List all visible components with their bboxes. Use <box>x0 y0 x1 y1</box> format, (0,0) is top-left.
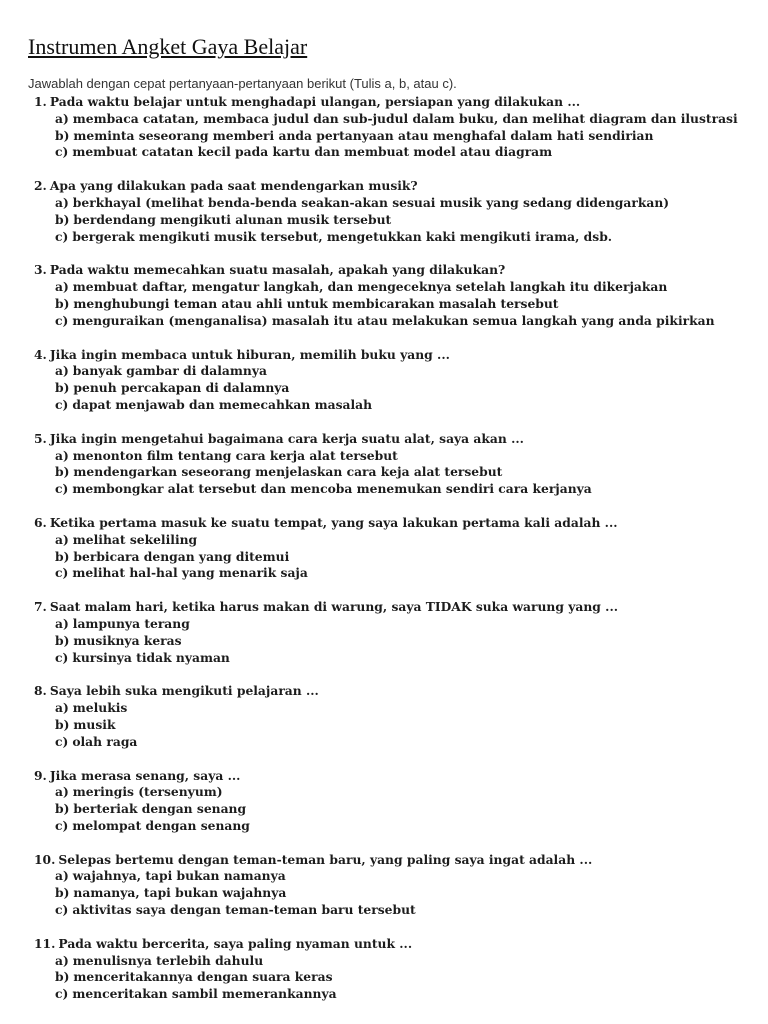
option-list <box>28 616 748 666</box>
answer-option <box>55 784 748 801</box>
option-letter: b) <box>55 548 70 564</box>
question-text: Pada waktu bercerita, saya paling nyaman untuk ... <box>58 935 413 951</box>
page-title: Instrumen Angket Gaya Belajar <box>28 34 308 59</box>
option-letter: c) <box>55 396 69 412</box>
option-text: melukis <box>72 700 128 716</box>
question-item <box>28 852 748 919</box>
option-letter: b) <box>55 716 70 732</box>
option-text: melompat dengan senang <box>72 817 250 833</box>
question-item <box>28 431 748 498</box>
answer-option <box>55 380 748 397</box>
question-stem <box>34 768 748 785</box>
option-text: kursinya tidak nyaman <box>72 649 230 665</box>
option-text: aktivitas saya dengan teman-teman baru tersebut <box>72 902 416 918</box>
question-list <box>28 94 748 1003</box>
question-stem <box>34 178 748 195</box>
option-letter: b) <box>55 211 70 227</box>
option-list <box>28 111 748 161</box>
option-letter: c) <box>55 481 69 497</box>
option-list <box>28 953 748 1003</box>
option-letter: a) <box>55 279 69 295</box>
answer-option <box>55 565 748 582</box>
answer-option <box>55 296 748 313</box>
option-letter: a) <box>55 700 69 716</box>
option-letter: c) <box>55 312 69 328</box>
question-stem <box>34 599 748 616</box>
option-letter: b) <box>55 295 70 311</box>
answer-option <box>55 212 748 229</box>
question-number: 8. <box>34 683 47 699</box>
instructions: Jawablah dengan cepat pertanyaan-pertanyaan berikut (Tulis a, b, atau c). <box>28 76 457 91</box>
question-number: 4. <box>34 346 47 362</box>
question-number: 9. <box>34 767 47 783</box>
answer-option <box>55 549 748 566</box>
answer-option <box>55 144 748 161</box>
answer-option <box>55 885 748 902</box>
option-text: membaca catatan, membaca judul dan sub-judul dalam buku, dan melihat diagram dan ilustrasi <box>72 110 738 126</box>
question-text: Pada waktu belajar untuk menghadapi ulangan, persiapan yang dilakukan ... <box>49 94 581 109</box>
question-stem <box>34 431 748 448</box>
question-item <box>28 768 748 835</box>
option-text: membuat daftar, mengatur langkah, dan mengeceknya setelah langkah itu dikerjakan <box>72 279 668 295</box>
question-text: Apa yang dilakukan pada saat mendengarkan musik? <box>49 178 418 194</box>
question-stem <box>34 852 748 869</box>
question-stem <box>34 936 748 953</box>
option-letter: a) <box>55 784 69 800</box>
question-stem <box>34 515 748 532</box>
answer-option <box>55 279 748 296</box>
option-letter: a) <box>55 110 69 126</box>
option-letter: b) <box>55 969 70 985</box>
option-text: bergerak mengikuti musik tersebut, mengetukkan kaki mengikuti irama, dsb. <box>72 228 613 244</box>
option-list <box>28 448 748 498</box>
question-number: 11. <box>34 935 56 951</box>
option-text: menceritakannya dengan suara keras <box>73 969 333 985</box>
question-number: 10. <box>34 851 56 867</box>
option-letter: c) <box>55 228 69 244</box>
option-list <box>28 700 748 750</box>
option-list <box>28 195 748 245</box>
option-letter: a) <box>55 194 69 210</box>
answer-option <box>55 818 748 835</box>
answer-option <box>55 953 748 970</box>
question-text: Jika ingin mengetahui bagaimana cara kerja suatu alat, saya akan ... <box>49 430 524 446</box>
option-letter: c) <box>55 649 69 665</box>
option-text: musiknya keras <box>73 632 182 648</box>
option-text: menguraikan (menganalisa) masalah itu atau melakukan semua langkah yang anda pikirkan <box>72 312 715 328</box>
question-number: 1. <box>34 94 47 109</box>
option-letter: a) <box>55 615 69 631</box>
answer-option <box>55 481 748 498</box>
question-item <box>28 599 748 666</box>
option-letter: c) <box>55 817 69 833</box>
question-stem <box>34 262 748 279</box>
option-letter: b) <box>55 380 70 396</box>
option-letter: c) <box>55 144 69 160</box>
option-list <box>28 784 748 834</box>
question-text: Jika ingin membaca untuk hiburan, memilih buku yang ... <box>49 346 450 362</box>
question-number: 7. <box>34 599 47 615</box>
answer-option <box>55 128 748 145</box>
answer-option <box>55 868 748 885</box>
option-text: melihat sekeliling <box>72 531 198 547</box>
answer-option <box>55 532 748 549</box>
option-letter: a) <box>55 952 69 968</box>
option-text: berkhayal (melihat benda-benda seakan-akan sesuai musik yang sedang didengarkan) <box>72 194 670 210</box>
option-letter: c) <box>55 902 69 918</box>
option-letter: b) <box>55 127 70 143</box>
option-text: banyak gambar di dalamnya <box>72 363 267 379</box>
option-text: membuat catatan kecil pada kartu dan membuat model atau diagram <box>72 144 553 160</box>
question-text: Pada waktu memecahkan suatu masalah, apakah yang dilakukan? <box>49 262 506 278</box>
option-text: membongkar alat tersebut dan mencoba menemukan sendiri cara kerjanya <box>72 481 592 497</box>
option-letter: a) <box>55 363 69 379</box>
option-letter: b) <box>55 801 70 817</box>
option-letter: c) <box>55 986 69 1002</box>
option-list <box>28 279 748 329</box>
answer-option <box>55 229 748 246</box>
question-text: Saya lebih suka mengikuti pelajaran ... <box>49 683 319 699</box>
answer-option <box>55 616 748 633</box>
option-text: menulisnya terlebih dahulu <box>72 952 264 968</box>
option-text: menceritakan sambil memerankannya <box>72 986 337 1002</box>
question-stem <box>34 683 748 700</box>
option-text: dapat menjawab dan memecahkan masalah <box>72 396 373 412</box>
answer-option <box>55 313 748 330</box>
answer-option <box>55 902 748 919</box>
option-letter: c) <box>55 733 69 749</box>
answer-option <box>55 363 748 380</box>
option-text: berteriak dengan senang <box>73 801 247 817</box>
answer-option <box>55 986 748 1003</box>
option-letter: a) <box>55 447 69 463</box>
answer-option <box>55 700 748 717</box>
question-item <box>28 347 748 414</box>
option-text: berdendang mengikuti alunan musik tersebut <box>73 211 392 227</box>
option-letter: a) <box>55 531 69 547</box>
option-text: menghubungi teman atau ahli untuk membicarakan masalah tersebut <box>73 295 559 311</box>
question-text: Jika merasa senang, saya ... <box>49 767 241 783</box>
question-stem <box>34 347 748 364</box>
option-letter: a) <box>55 868 69 884</box>
option-text: melihat hal-hal yang menarik saja <box>72 565 308 581</box>
question-item <box>28 94 748 161</box>
option-letter: b) <box>55 464 70 480</box>
answer-option <box>55 717 748 734</box>
answer-option <box>55 195 748 212</box>
answer-option <box>55 801 748 818</box>
option-list <box>28 363 748 413</box>
question-item <box>28 178 748 245</box>
option-list <box>28 868 748 918</box>
answer-option <box>55 734 748 751</box>
answer-option <box>55 633 748 650</box>
question-item <box>28 936 748 1003</box>
answer-option <box>55 969 748 986</box>
question-item <box>28 683 748 750</box>
question-text: Saat malam hari, ketika harus makan di warung, saya TIDAK suka warung yang ... <box>49 599 619 615</box>
question-number: 3. <box>34 262 47 278</box>
answer-option <box>55 111 748 128</box>
option-list <box>28 532 748 582</box>
option-letter: b) <box>55 632 70 648</box>
answer-option <box>55 464 748 481</box>
answer-option <box>55 650 748 667</box>
answer-option <box>55 448 748 465</box>
question-number: 6. <box>34 514 47 530</box>
option-text: meminta seseorang memberi anda pertanyaan atau menghafal dalam hati sendirian <box>73 127 654 143</box>
question-item <box>28 515 748 582</box>
option-text: meringis (tersenyum) <box>72 784 223 800</box>
question-stem <box>34 94 748 111</box>
option-letter: c) <box>55 565 69 581</box>
option-text: lampunya terang <box>72 615 190 631</box>
option-text: menonton film tentang cara kerja alat tersebut <box>72 447 398 463</box>
option-letter: b) <box>55 885 70 901</box>
question-text: Selepas bertemu dengan teman-teman baru, yang paling saya ingat adalah ... <box>58 851 593 867</box>
option-text: wajahnya, tapi bukan namanya <box>72 868 286 884</box>
option-text: penuh percakapan di dalamnya <box>73 380 290 396</box>
answer-option <box>55 397 748 414</box>
option-text: olah raga <box>72 733 138 749</box>
question-text: Ketika pertama masuk ke suatu tempat, yang saya lakukan pertama kali adalah ... <box>49 514 618 530</box>
question-number: 5. <box>34 430 47 446</box>
option-text: musik <box>73 716 116 732</box>
question-number: 2. <box>34 178 47 194</box>
option-text: mendengarkan seseorang menjelaskan cara keja alat tersebut <box>73 464 503 480</box>
option-text: berbicara dengan yang ditemui <box>73 548 290 564</box>
question-item <box>28 262 748 329</box>
option-text: namanya, tapi bukan wajahnya <box>73 885 287 901</box>
